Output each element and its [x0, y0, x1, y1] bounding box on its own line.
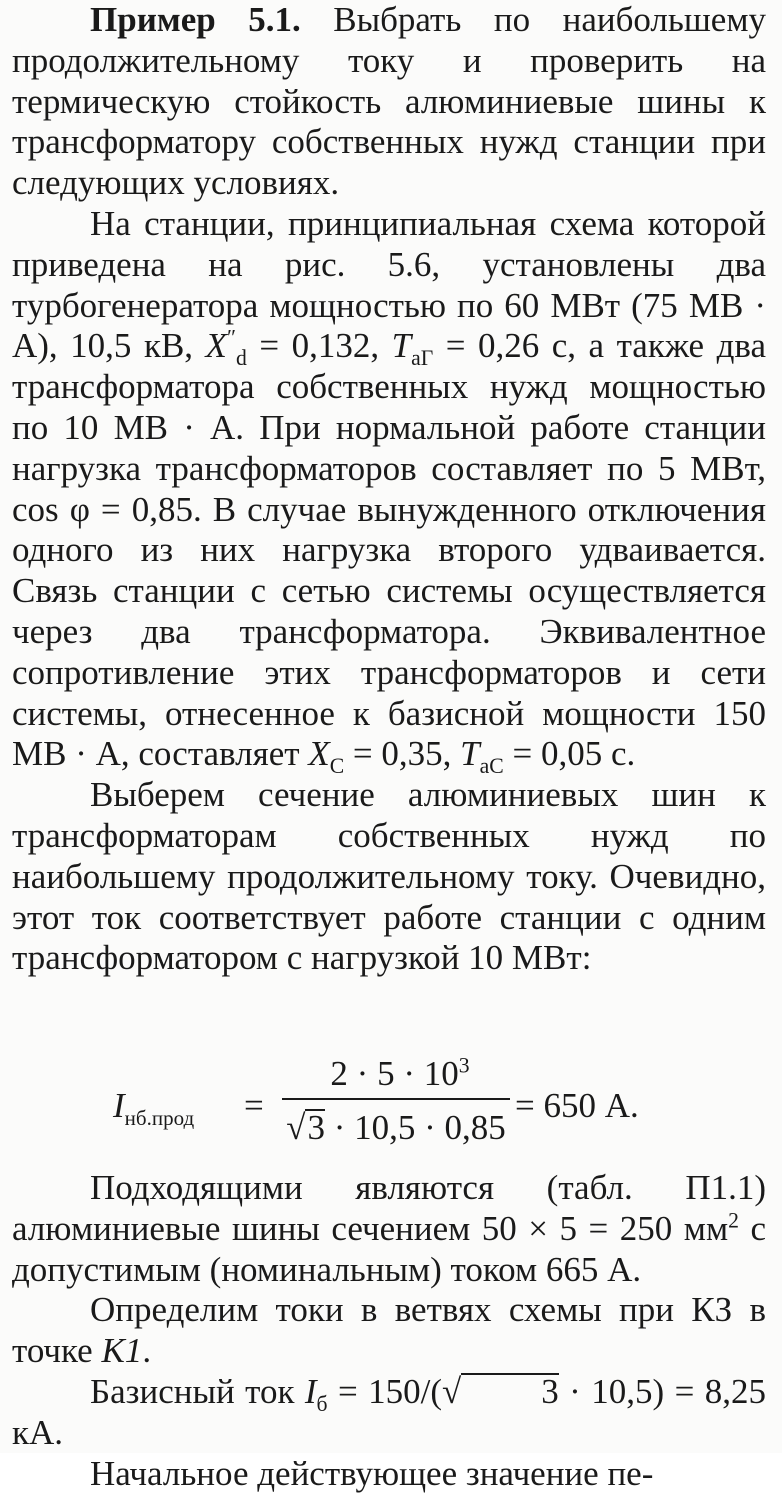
busbar-text: Подходящими являются (табл. П1.1) алюминиевые шины сечением 50 × 5 = 250 мм — [12, 1168, 766, 1248]
body-text-top — [12, 0, 766, 979]
body-text-bottom — [12, 1168, 766, 1494]
formula-numerator-exponent: 3 — [458, 1053, 470, 1078]
formula-current-subscript: нб.прод — [124, 1106, 195, 1130]
symbol-tac: T — [460, 734, 480, 774]
symbol-xd: X — [205, 326, 227, 366]
conditions-text: = 0,05 с. — [503, 734, 636, 774]
paragraph-short-circuit — [12, 1290, 766, 1372]
formula-result: = 650 А. — [515, 1086, 639, 1125]
base-current-text: Базисный ток — [90, 1371, 305, 1411]
symbol-tag: T — [391, 326, 412, 366]
base-current-text: · 10,5) = 8,25 кА. — [12, 1371, 766, 1452]
symbol-tac-subscript: аС — [479, 754, 504, 779]
formula-fraction-bar — [282, 1098, 510, 1100]
short-circuit-text: Определим токи в ветвях схемы при КЗ в точке — [12, 1290, 766, 1371]
symbol-xc-subscript: C — [329, 754, 345, 779]
formula-lhs — [113, 1086, 195, 1130]
sqrt-icon: √ — [442, 1371, 462, 1411]
example-heading: Пример 5.1. — [90, 0, 301, 39]
paragraph-base-current — [12, 1372, 766, 1454]
conditions-text: = 0,26 с, а также два трансформатора собственных нужд мощностью по 10 МВ · А. При нормальной работе станции нагрузка трансформаторов составляет по 5 МВт, cos φ = 0,85. В случае вынужденного отключения одного из них нагрузка второго удваивается. Связь станции с сетью системы осуществляется через два трансформатора. Эквивалентное сопротивление этих трансформаторов и сети системы, отнесенное к базисной мощности 150 МВ · А, составляет — [12, 326, 766, 774]
busbar-text: с допустимым (номинальным) током 665 А. — [12, 1208, 766, 1289]
formula-numerator — [290, 1054, 510, 1095]
paragraph-selection: Выберем сечение алюминиевых шин к трансформаторам собственных нужд по наибольшему продолжительному току. Очевидно, этот ток соответствует работе станции с одним трансформатором с нагрузкой 10 МВт: — [12, 775, 766, 978]
example-task-text: Выбрать по наибольшему продолжительному току и проверить на термическую стойкость алюминиевые шины к трансформатору собственных нужд станции при следующих условиях. — [12, 0, 766, 203]
conditions-text: На станции, принципиальная схема которой приведена на рис. 5.6, установлены два турбогенератора мощностью по 60 МВт (75 МВ · А), 10,5 кВ, — [12, 203, 766, 366]
symbol-xc: X — [308, 734, 330, 774]
symbol-tag-subscript: аГ — [411, 346, 434, 371]
busbar-unit-exponent: 2 — [728, 1208, 739, 1233]
formula-denominator — [282, 1108, 510, 1149]
sqrt-icon: √ — [286, 1108, 306, 1147]
formula-radicand: 3 — [307, 1108, 325, 1147]
formula-current-symbol: I — [113, 1086, 125, 1125]
formula-numerator-text: 2 · 5 · 10 — [330, 1054, 459, 1093]
base-current-symbol: I — [304, 1371, 317, 1411]
formula-denominator-text: · 10,5 · 0,85 — [324, 1108, 506, 1147]
paragraph-conditions — [12, 203, 766, 779]
paragraph-example-intro — [12, 0, 766, 204]
point-k1: K1 — [101, 1331, 143, 1371]
short-circuit-text: . — [142, 1331, 152, 1371]
paragraph-busbar-choice — [12, 1168, 766, 1290]
paragraph-initial-value: Начальное действующее значение пе- — [90, 1453, 654, 1493]
symbol-xd-subscript: d — [235, 346, 247, 371]
base-current-text: = 150/( — [327, 1371, 443, 1411]
base-current-radicand: 3 — [461, 1373, 559, 1409]
current-formula — [0, 1054, 782, 1158]
conditions-text: = 0,132, — [246, 326, 392, 366]
base-current-subscript: б — [316, 1391, 328, 1416]
symbol-xd-prime: ″ — [226, 325, 236, 350]
conditions-text: = 0,35, — [344, 734, 461, 774]
formula-equals: = — [244, 1086, 264, 1125]
